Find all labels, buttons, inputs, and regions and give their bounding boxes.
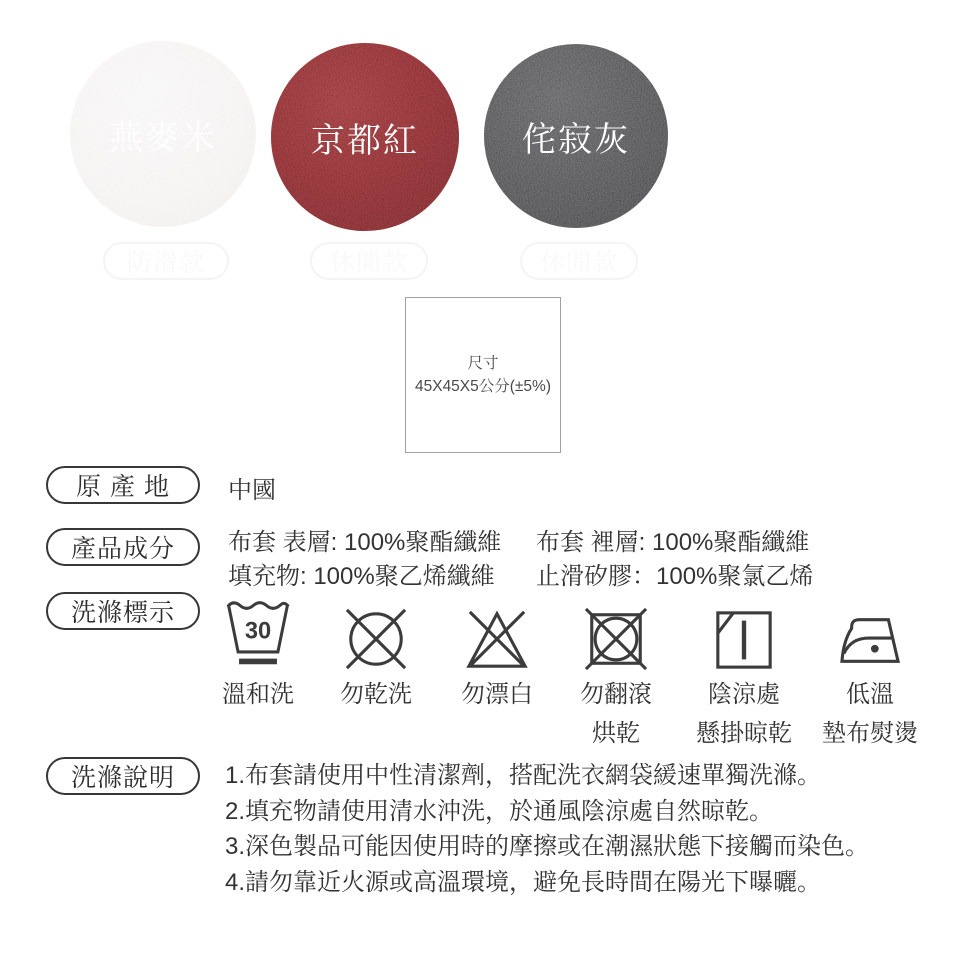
fabric-swatch-oat — [70, 41, 256, 227]
care-item-no-dry-clean — [306, 593, 446, 718]
care-item-label: 勿翻滾 — [580, 681, 652, 708]
style-tag-label: 休閒款 — [539, 249, 618, 277]
care-item-label: 陰涼處 — [708, 681, 780, 708]
wash-30-gentle-icon — [222, 593, 294, 671]
swatch-color-name: 侘寂灰 — [522, 120, 630, 159]
wash-instruction-line: 2.填充物請使用清水沖洗，於通風陰涼處自然晾乾。 — [225, 797, 774, 825]
wash-instruction-line: 1.布套請使用中性清潔劑，搭配洗衣網袋緩速單獨洗滌。 — [225, 762, 822, 789]
origin-value: 中國 — [228, 477, 276, 504]
fabric-swatch-red — [271, 43, 459, 231]
origin-label-pill — [46, 466, 200, 504]
composition-item: 止滑矽膠：100%聚氯乙烯 — [536, 563, 814, 590]
iron-low-cloth-icon — [836, 593, 904, 671]
svg-text:30: 30 — [244, 618, 272, 645]
care-item-label-line2: 懸掛晾乾 — [696, 720, 792, 747]
composition-item: 布套 表層: 100%聚酯纖維 — [228, 529, 502, 556]
no-bleach-icon — [462, 593, 532, 671]
style-tag — [310, 242, 428, 280]
care-symbols-label: 洗滌標示 — [70, 599, 175, 627]
no-dry-clean-icon — [341, 593, 411, 671]
swatch-color-name: 京都紅 — [311, 121, 419, 160]
care-item-label-line2: 墊布熨燙 — [822, 720, 918, 747]
care-item-iron-low — [800, 593, 940, 749]
style-tag-label: 休閒款 — [329, 249, 408, 277]
style-tag-label: 防滑款 — [126, 249, 205, 277]
wash-instructions — [225, 758, 869, 900]
wash-instructions-label: 洗滌說明 — [70, 764, 175, 792]
style-tag — [520, 242, 638, 280]
style-tag — [103, 242, 229, 280]
size-value: 45X45X5公分(±5%) — [414, 378, 551, 395]
wash-instruction-line: 3.深色製品可能因使用時的摩擦或在潮濕狀態下接觸而染色。 — [225, 833, 870, 860]
origin-label: 原 產 地 — [76, 473, 170, 501]
composition-label-pill — [46, 528, 200, 566]
size-title: 尺寸 — [467, 355, 499, 372]
composition-item: 布套 裡層: 100%聚酯纖維 — [536, 529, 810, 556]
fabric-swatch-gray — [484, 44, 668, 228]
care-item-shade-hang-dry — [674, 593, 814, 749]
care-item-label: 低溫 — [846, 681, 894, 708]
care-item-label: 勿漂白 — [461, 681, 533, 708]
care-item-no-tumble-dry — [546, 593, 686, 749]
wash-instructions-label-pill — [46, 757, 200, 795]
shade-hang-dry-icon — [709, 593, 779, 671]
care-item-label-line2: 烘乾 — [592, 720, 640, 747]
wash-instruction-line: 4.請勿靠近火源或高溫環境，避免長時間在陽光下曝曬。 — [225, 868, 822, 896]
no-tumble-dry-icon — [581, 593, 651, 671]
care-item-label: 勿乾洗 — [340, 681, 412, 708]
composition-label: 產品成分 — [70, 535, 175, 563]
swatch-color-name: 燕麥米 — [109, 118, 217, 157]
care-item-label: 溫和洗 — [222, 681, 294, 708]
composition-item: 填充物: 100%聚乙烯纖維 — [228, 563, 495, 590]
size-box — [405, 297, 561, 453]
care-symbols-label-pill — [46, 592, 200, 630]
